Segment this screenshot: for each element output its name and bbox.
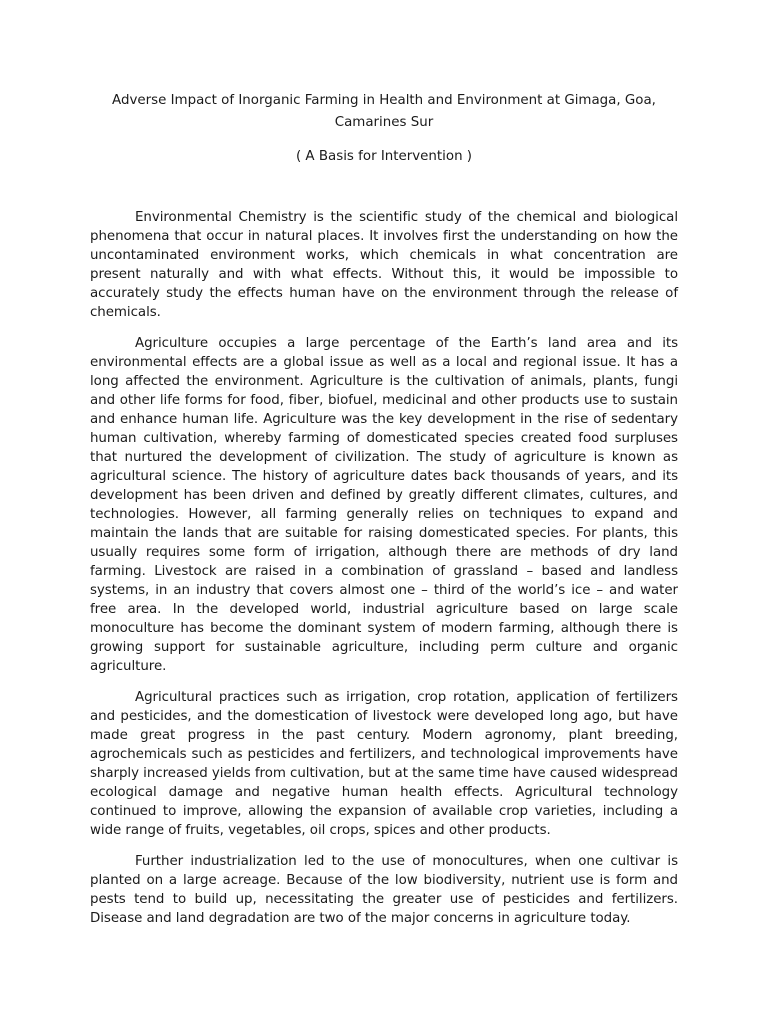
document-body — [90, 208, 678, 928]
paragraph: Further industrialization led to the use of monocultures, when one cultivar is planted on a large acreage. Because of the low biodiversity, nutrient use is form and pests tend to build up, necessitating the greater use of pesticides and fertilizers. Disease and land degradation are two of the major concerns in agriculture today. — [90, 854, 678, 926]
document-page — [90, 90, 678, 940]
document-title: Adverse Impact of Inorganic Farming in Health and Environment at Gimaga, Goa, Camarines Sur — [112, 93, 656, 130]
paragraph: Agricultural practices such as irrigation, crop rotation, application of fertilizers and pesticides, and the domestication of livestock were developed long ago, but have made great progress in the past century. Modern agronomy, plant breeding, agrochemicals such as pesticides and fertilizers, and technological improvements have sharply increased yields from cultivation, but at the same time have caused widespread ecological damage and negative human health effects. Agricultural technology continued to improve, allowing the expansion of available crop varieties, including a wide range of fruits, vegetables, oil crops, spices and other products. — [90, 690, 678, 838]
document-subtitle: ( A Basis for Intervention ) — [295, 149, 473, 164]
paragraph: Environmental Chemistry is the scientific study of the chemical and biological phenomena that occur in natural places. It involves first the understanding on how the uncontaminated environment works, which chemicals in what concentration are present naturally and with what effects. Without this, it would be impossible to accurately study the effects human have on the environment through the release of chemicals. — [90, 210, 678, 320]
paragraph: Agriculture occupies a large percentage of the Earth’s land area and its environmental effects are a global issue as well as a local and regional issue. It has a long affected the environment. Agriculture is the cultivation of animals, plants, fungi and other life forms for food, fiber, biofuel, medicinal and other products use to sustain and enhance human life. Agriculture was the key development in the rise of sedentary human cultivation, whereby farming of domesticated species created food surpluses that nurtured the development of civilization. The study of agriculture is known as agricultural science. The history of agriculture dates back thousands of years, and its development has been driven and defined by greatly different climates, cultures, and technologies. However, all farming generally relies on techniques to expand and maintain the lands that are suitable for raising domesticated species. For plants, this usually requires some form of irrigation, although there are methods of dry land farming. Livestock are raised in a combination of grassland – based and landless systems, in an industry that covers almost one – third of the world’s ice – and water free area. In the developed world, industrial agriculture based on large scale monoculture has become the dominant system of modern farming, although there is growing support for sustainable agriculture, including perm culture and organic agriculture. — [90, 336, 678, 674]
